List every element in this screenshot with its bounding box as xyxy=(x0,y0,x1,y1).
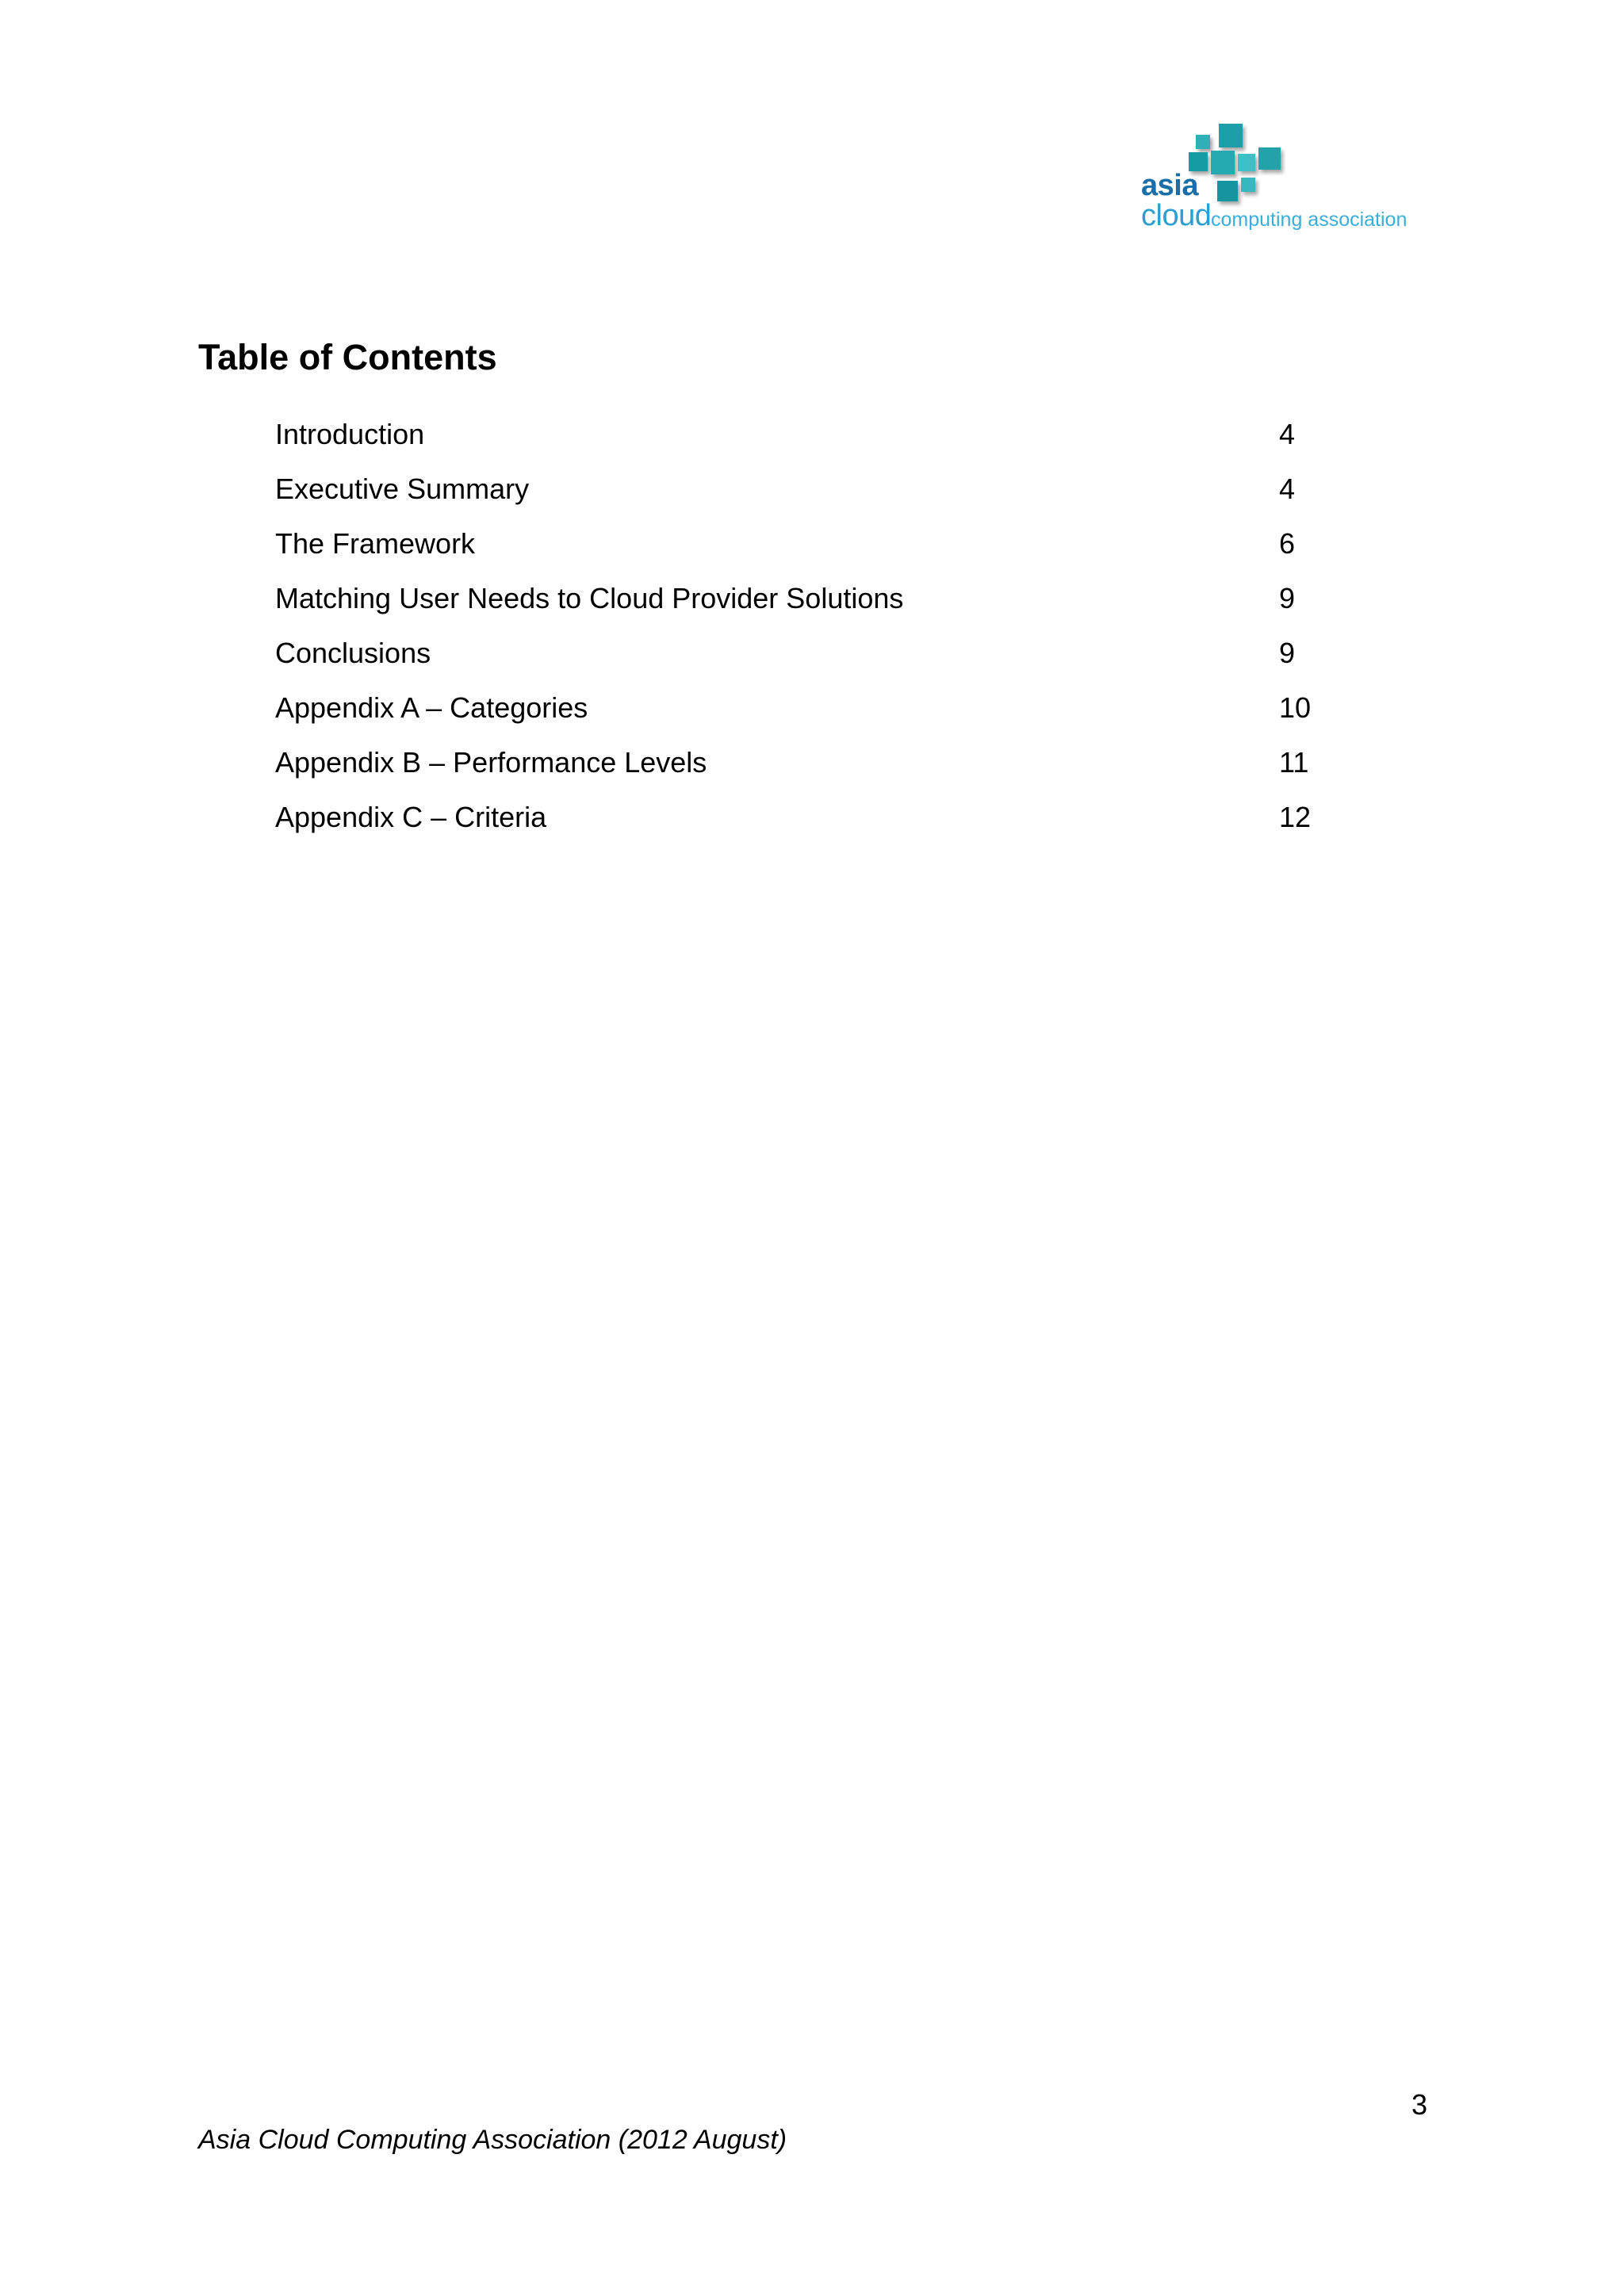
toc-entry-label: Executive Summary xyxy=(275,473,530,505)
toc-entry-label: Introduction xyxy=(275,418,425,450)
logo-tagline: computing association xyxy=(1211,209,1408,231)
page-number: 3 xyxy=(1411,2088,1428,2121)
toc-entry-page: 9 xyxy=(1279,637,1296,669)
toc-entry-label: Appendix A – Categories xyxy=(275,691,588,724)
toc-entry-page: 9 xyxy=(1279,582,1296,614)
asia-cloud-logo xyxy=(1138,119,1408,238)
toc-entry-appendix-c[interactable] xyxy=(275,801,1322,855)
toc-entry-appendix-a[interactable] xyxy=(275,691,1322,746)
toc-entry-page: 10 xyxy=(1279,691,1312,724)
logo-word-cloud: cloud xyxy=(1141,199,1212,232)
footer-text: Asia Cloud Computing Association (2012 August) xyxy=(198,2125,787,2155)
toc-list xyxy=(275,418,1322,855)
toc-entry-page: 12 xyxy=(1279,801,1312,833)
toc-entry-label: The Framework xyxy=(275,527,476,560)
toc-entry-page: 11 xyxy=(1279,746,1309,779)
toc-entry-label: Matching User Needs to Cloud Provider Solutions xyxy=(275,582,904,614)
toc-entry-appendix-b[interactable] xyxy=(275,746,1322,801)
toc-entry-page: 6 xyxy=(1279,527,1296,560)
toc-entry-introduction[interactable] xyxy=(275,418,1322,473)
logo-word-asia: asia xyxy=(1141,169,1198,202)
toc-entry-page: 4 xyxy=(1279,418,1296,450)
toc-entry-executive-summary[interactable] xyxy=(275,473,1322,527)
toc-entry-label: Appendix B – Performance Levels xyxy=(275,746,707,779)
toc-heading: Table of Contents xyxy=(198,337,497,377)
toc-entry-label: Conclusions xyxy=(275,637,431,669)
toc-entry-matching-user-needs[interactable] xyxy=(275,582,1322,637)
toc-entry-page: 4 xyxy=(1279,473,1296,505)
toc-entry-framework[interactable] xyxy=(275,527,1322,582)
toc-entry-conclusions[interactable] xyxy=(275,637,1322,691)
toc-entry-label: Appendix C – Criteria xyxy=(275,801,547,833)
